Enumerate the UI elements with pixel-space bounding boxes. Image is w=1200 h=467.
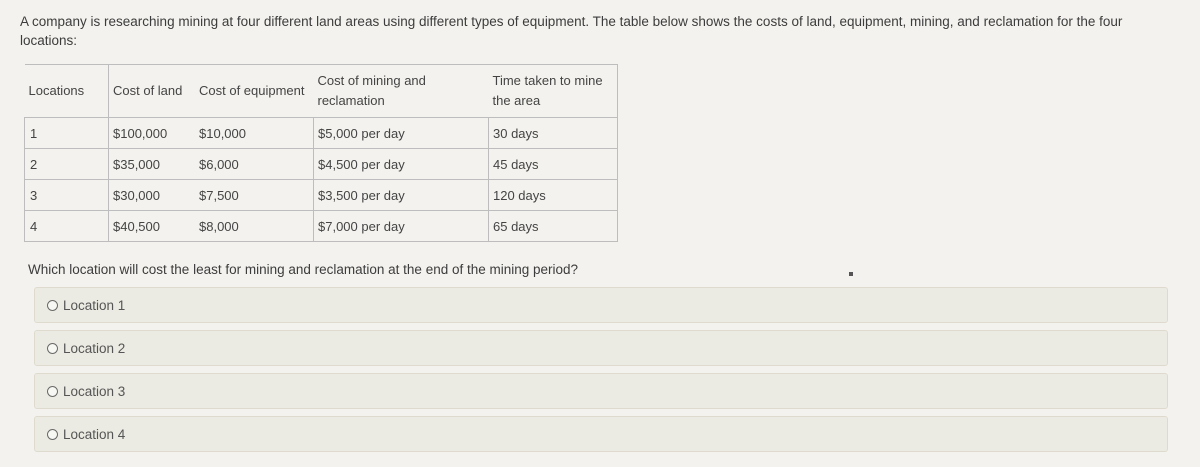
cell-mining-cost: $7,000 per day [314, 211, 489, 242]
header-cost-of-mining: Cost of mining and reclamation [314, 65, 489, 118]
cell-time: 45 days [489, 149, 618, 180]
header-locations: Locations [25, 65, 109, 118]
cell-equipment-cost: $10,000 [195, 118, 314, 149]
answer-option-label: Location 1 [63, 298, 126, 313]
answer-option-label: Location 3 [63, 384, 126, 399]
table-header-row [25, 65, 618, 118]
cell-mining-cost: $5,000 per day [314, 118, 489, 149]
radio-button-icon[interactable] [47, 300, 58, 311]
answer-option-label: Location 4 [63, 427, 126, 442]
problem-intro: A company is researching mining at four different land areas using different types of equipment. The table below shows the costs of land, equipment, mining, and reclamation for the four locations: [20, 14, 1123, 48]
cell-equipment-cost: $6,000 [195, 149, 314, 180]
table-row [25, 118, 618, 149]
table-row [25, 149, 618, 180]
cell-land-cost: $40,500 [109, 211, 196, 242]
cell-mining-cost: $3,500 per day [314, 180, 489, 211]
stray-dot [849, 272, 853, 276]
answer-option-3[interactable] [34, 373, 1168, 409]
header-cost-of-equipment: Cost of equipment [195, 65, 314, 118]
header-cost-of-land: Cost of land [109, 65, 196, 118]
table-row [25, 211, 618, 242]
question-text: Which location will cost the least for mining and reclamation at the end of the mining period? [28, 262, 579, 277]
cell-time: 120 days [489, 180, 618, 211]
cell-mining-cost: $4,500 per day [314, 149, 489, 180]
header-time-taken: Time taken to mine the area [489, 65, 618, 118]
radio-button-icon[interactable] [47, 343, 58, 354]
radio-button-icon[interactable] [47, 429, 58, 440]
cell-land-cost: $100,000 [109, 118, 196, 149]
answer-option-1[interactable] [34, 287, 1168, 323]
table-row [25, 180, 618, 211]
cell-land-cost: $35,000 [109, 149, 196, 180]
cell-location: 4 [25, 211, 109, 242]
answer-option-label: Location 2 [63, 341, 126, 356]
radio-button-icon[interactable] [47, 386, 58, 397]
cell-time: 30 days [489, 118, 618, 149]
answer-option-4[interactable] [34, 416, 1168, 452]
cell-location: 2 [25, 149, 109, 180]
cell-location: 3 [25, 180, 109, 211]
answer-option-2[interactable] [34, 330, 1168, 366]
cell-time: 65 days [489, 211, 618, 242]
cell-equipment-cost: $8,000 [195, 211, 314, 242]
cell-land-cost: $30,000 [109, 180, 196, 211]
cell-location: 1 [25, 118, 109, 149]
cost-table [24, 64, 618, 242]
cell-equipment-cost: $7,500 [195, 180, 314, 211]
